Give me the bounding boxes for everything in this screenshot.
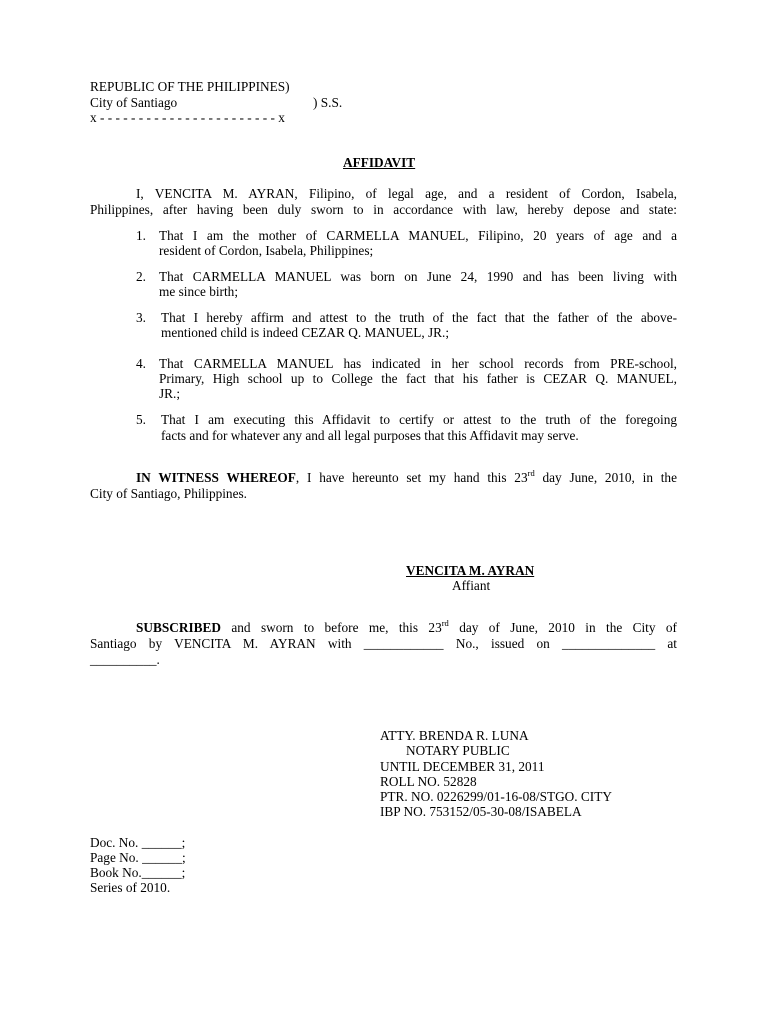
book-number: Book No.______;	[90, 865, 186, 880]
item-line: facts and for whatever any and all legal purposes that this Affidavit may serve.	[161, 428, 579, 443]
witness-ordinal: rd	[527, 468, 535, 478]
subscribed-ordinal: rd	[441, 618, 449, 628]
notary-until: UNTIL DECEMBER 31, 2011	[380, 759, 545, 774]
item-number: 3.	[136, 310, 146, 325]
notary-name: ATTY. BRENDA R. LUNA	[380, 728, 529, 743]
doc-number: Doc. No. ______;	[90, 835, 186, 850]
item-number: 2.	[136, 269, 146, 284]
notary-roll: ROLL NO. 52828	[380, 774, 477, 789]
subscribed-line-3: __________.	[90, 652, 160, 667]
subscribed-text-b: day of June, 2010 in the City of	[448, 620, 677, 635]
item-number: 4.	[136, 356, 146, 371]
caption-divider: x - - - - - - - - - - - - - - - - - - - - - - - x	[90, 110, 285, 125]
series: Series of 2010.	[90, 880, 171, 895]
item-line: That I hereby affirm and attest to the truth of the fact that the father of the above-	[161, 310, 677, 325]
witness-text-a: , I have hereunto set my hand this 23	[295, 470, 528, 485]
notary-ptr: PTR. NO. 0226299/01-16-08/STGO. CITY	[380, 789, 612, 804]
witness-lead: IN WITNESS WHEREOF	[136, 470, 296, 485]
witness-line-2: City of Santiago, Philippines.	[90, 486, 247, 501]
witness-text-b: day June, 2010, in the	[534, 470, 677, 485]
affiant-label: Affiant	[452, 578, 491, 593]
notary-title: NOTARY PUBLIC	[406, 743, 510, 758]
item-line: That I am executing this Affidavit to certify or attest to the truth of the foregoing	[161, 412, 677, 427]
subscribed-text-a: and sworn to before me, this 23	[220, 620, 442, 635]
item-line: JR.;	[159, 386, 181, 401]
item-line: That CARMELLA MANUEL has indicated in her school records from PRE-school,	[159, 356, 677, 371]
affiant-name: VENCITA M. AYRAN	[406, 563, 535, 578]
caption-city: City of Santiago	[90, 95, 178, 110]
subscribed-lead: SUBSCRIBED	[136, 620, 221, 635]
subscribed-line-2: Santiago by VENCITA M. AYRAN with ____________ No., issued on ______________ at	[90, 636, 677, 651]
item-line: That CARMELLA MANUEL was born on June 24, 1990 and has been living with	[159, 269, 677, 284]
page-number: Page No. ______;	[90, 850, 186, 865]
caption-republic: REPUBLIC OF THE PHILIPPINES)	[90, 79, 290, 94]
item-line: resident of Cordon, Isabela, Philippines;	[159, 243, 374, 258]
intro-line-2: Philippines, after having been duly sworn to in accordance with law, hereby depose and state:	[90, 202, 677, 217]
subscribed-line-1	[136, 620, 677, 635]
intro-line-1: I, VENCITA M. AYRAN, Filipino, of legal age, and a resident of Cordon, Isabela,	[136, 186, 677, 201]
notary-ibp: IBP NO. 753152/05-30-08/ISABELA	[380, 804, 582, 819]
document-title: AFFIDAVIT	[343, 155, 416, 170]
caption-ss: ) S.S.	[313, 95, 343, 110]
witness-line-1	[136, 470, 677, 485]
item-line: me since birth;	[159, 284, 239, 299]
item-line: That I am the mother of CARMELLA MANUEL, Filipino, 20 years of age and a	[159, 228, 677, 243]
item-number: 1.	[136, 228, 146, 243]
item-number: 5.	[136, 412, 146, 427]
item-line: mentioned child is indeed CEZAR Q. MANUEL, JR.;	[161, 325, 450, 340]
item-line: Primary, High school up to College the fact that his father is CEZAR Q. MANUEL,	[159, 371, 677, 386]
